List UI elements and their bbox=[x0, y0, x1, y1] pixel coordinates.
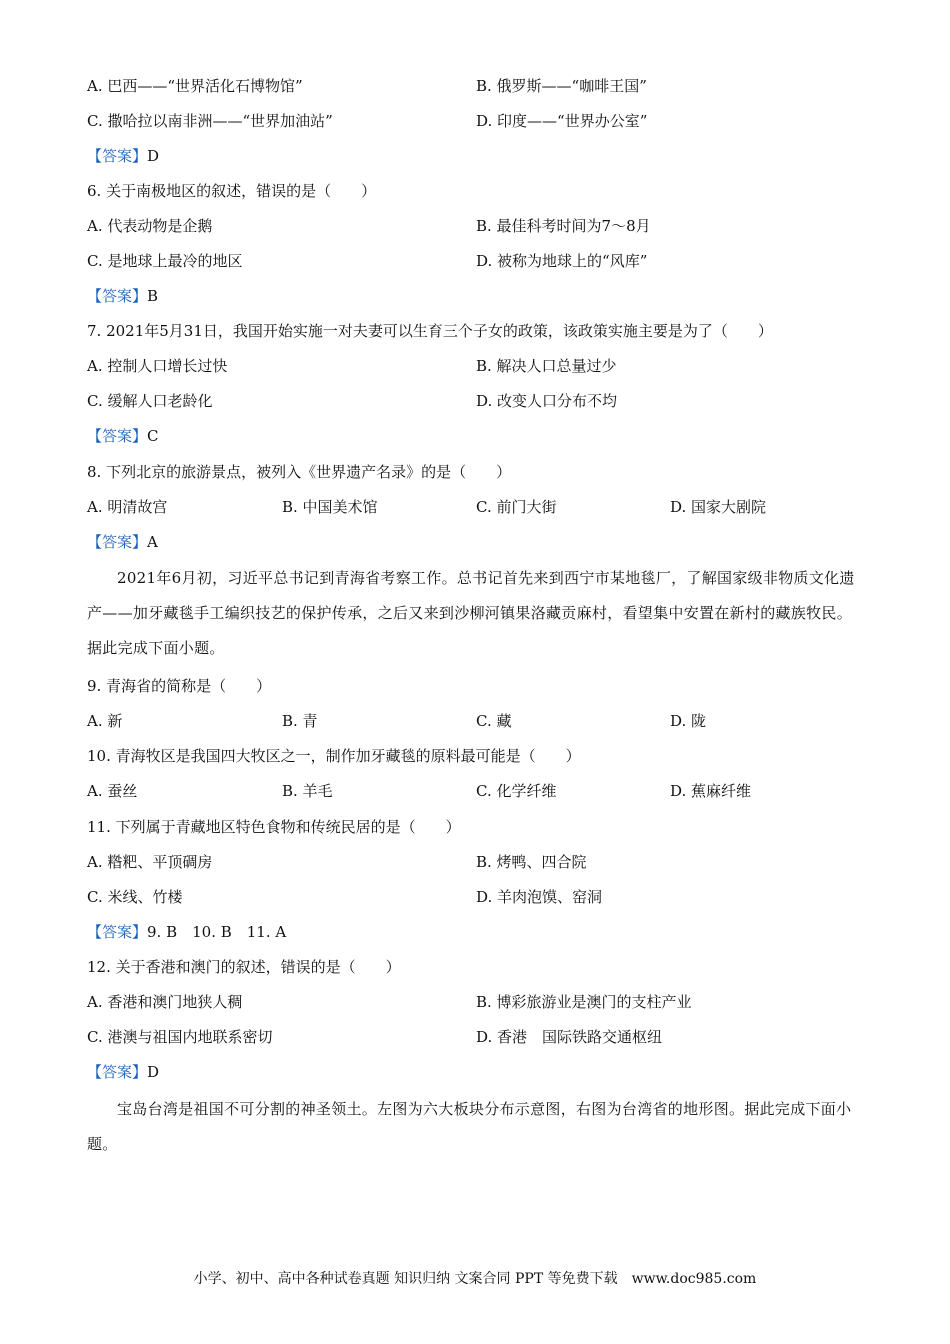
q12-option-d: D. 香港 国际铁路交通枢纽 bbox=[476, 1028, 663, 1046]
q11-option-b: B. 烤鸭、四合院 bbox=[476, 853, 587, 871]
q7-option-b: B. 解决人口总量过少 bbox=[476, 357, 617, 375]
answer-value: C bbox=[147, 427, 159, 445]
q8-row-1 bbox=[87, 496, 867, 518]
q9-option-d: D. 陇 bbox=[670, 712, 707, 730]
q10-stem bbox=[87, 745, 867, 767]
answer-value: D bbox=[147, 1063, 160, 1081]
q8-answer bbox=[87, 531, 158, 553]
q8-option-c: C. 前门大街 bbox=[476, 498, 557, 516]
q7-answer bbox=[87, 425, 159, 447]
q6-option-d: D. 被称为地球上的“风库” bbox=[476, 252, 648, 270]
q9-option-c: C. 藏 bbox=[476, 712, 512, 730]
question-stem: 8. 下列北京的旅游景点，被列入《世界遗产名录》的是（ ） bbox=[87, 463, 512, 481]
q5-answer bbox=[87, 145, 159, 167]
q6-stem bbox=[87, 180, 867, 202]
q11-row-2 bbox=[87, 886, 867, 908]
q7-option-c: C. 缓解人口老龄化 bbox=[87, 392, 213, 410]
page-footer: 小学、初中、高中各种试卷真题 知识归纳 文案合同 PPT 等免费下载 www.doc985.com bbox=[193, 1271, 757, 1287]
q5-option-b: B. 俄罗斯——“咖啡王国” bbox=[476, 77, 647, 95]
q8-stem bbox=[87, 461, 867, 483]
q11-option-d: D. 羊肉泡馍、窑洞 bbox=[476, 888, 603, 906]
q6-option-a: A. 代表动物是企鹅 bbox=[87, 217, 213, 235]
q8-option-a: A. 明清故宫 bbox=[87, 498, 168, 516]
q6-option-c: C. 是地球上最冷的地区 bbox=[87, 252, 243, 270]
q12-stem bbox=[87, 956, 867, 978]
q11-option-c: C. 米线、竹楼 bbox=[87, 888, 183, 906]
q8-option-d: D. 国家大剧院 bbox=[670, 498, 767, 516]
q5-option-c: C. 撒哈拉以南非洲——“世界加油站” bbox=[87, 112, 333, 130]
q9-row-1 bbox=[87, 710, 867, 732]
q12-option-b: B. 博彩旅游业是澳门的支柱产业 bbox=[476, 993, 692, 1011]
q7-option-d: D. 改变人口分布不均 bbox=[476, 392, 618, 410]
answer-value: 9. B 10. B 11. A bbox=[147, 923, 287, 941]
q6-row-2 bbox=[87, 250, 867, 272]
question-stem: 7. 2021年5月31日，我国开始实施一对夫妻可以生育三个子女的政策，该政策实施主要是为了（ ） bbox=[87, 322, 773, 340]
question-stem: 11. 下列属于青藏地区特色食物和传统民居的是（ ） bbox=[87, 818, 461, 836]
answer-tag: 【答案】 bbox=[87, 533, 148, 551]
q12-row-2 bbox=[87, 1026, 867, 1048]
q6-option-b: B. 最佳科考时间为7～8月 bbox=[476, 217, 651, 235]
answer-value: B bbox=[147, 287, 159, 305]
answer-tag: 【答案】 bbox=[87, 427, 148, 445]
q7-row-2 bbox=[87, 390, 867, 412]
q6-answer bbox=[87, 285, 158, 307]
q5-row-2 bbox=[87, 110, 867, 132]
question-stem: 9. 青海省的简称是（ ） bbox=[87, 677, 272, 695]
q9-11-answer bbox=[87, 921, 286, 943]
q5-option-a: A. 巴西——“世界活化石博物馆” bbox=[87, 77, 303, 95]
question-stem: 12. 关于香港和澳门的叙述，错误的是（ ） bbox=[87, 958, 401, 976]
question-stem: 10. 青海牧区是我国四大牧区之一，制作加牙藏毯的原料最可能是（ ） bbox=[87, 747, 581, 765]
q10-option-d: D. 蕉麻纤维 bbox=[670, 782, 752, 800]
q12-answer bbox=[87, 1061, 159, 1083]
q9-option-a: A. 新 bbox=[87, 712, 123, 730]
question-stem: 6. 关于南极地区的叙述，错误的是（ ） bbox=[87, 182, 377, 200]
q7-option-a: A. 控制人口增长过快 bbox=[87, 357, 228, 375]
q10-row-1 bbox=[87, 780, 867, 802]
answer-value: D bbox=[147, 147, 160, 165]
answer-tag: 【答案】 bbox=[87, 1063, 148, 1081]
answer-value: A bbox=[147, 533, 158, 551]
q10-option-a: A. 蚕丝 bbox=[87, 782, 138, 800]
reading-passage-qinghai: 2021年6月初，习近平总书记到青海省考察工作。总书记首先来到西宁市某地毯厂，了解国家级非物质文化遗产——加牙藏毯手工编织技艺的保护传承，之后又来到沙柳河镇果洛藏贡麻村，看望集中安置在新村的藏族牧民。据此完成下面小题。 bbox=[87, 569, 855, 657]
reading-passage-taiwan: 宝岛台湾是祖国不可分割的神圣领土。左图为六大板块分布示意图，右图为台湾省的地形图。据此完成下面小题。 bbox=[87, 1100, 852, 1153]
q9-option-b: B. 青 bbox=[282, 712, 318, 730]
q11-option-a: A. 糌粑、平顶碉房 bbox=[87, 853, 213, 871]
q11-row-1 bbox=[87, 851, 867, 873]
q5-option-d: D. 印度——“世界办公室” bbox=[476, 112, 648, 130]
q5-row-1 bbox=[87, 75, 867, 97]
q12-option-a: A. 香港和澳门地狭人稠 bbox=[87, 993, 243, 1011]
answer-tag: 【答案】 bbox=[87, 147, 148, 165]
q12-row-1 bbox=[87, 991, 867, 1013]
answer-tag: 【答案】 bbox=[87, 287, 148, 305]
q7-stem bbox=[87, 320, 867, 342]
answer-tag: 【答案】 bbox=[87, 923, 148, 941]
q7-row-1 bbox=[87, 355, 867, 377]
q8-option-b: B. 中国美术馆 bbox=[282, 498, 378, 516]
q6-row-1 bbox=[87, 215, 867, 237]
q10-option-c: C. 化学纤维 bbox=[476, 782, 557, 800]
q12-option-c: C. 港澳与祖国内地联系密切 bbox=[87, 1028, 273, 1046]
q11-stem bbox=[87, 816, 867, 838]
q9-stem bbox=[87, 675, 867, 697]
q10-option-b: B. 羊毛 bbox=[282, 782, 333, 800]
